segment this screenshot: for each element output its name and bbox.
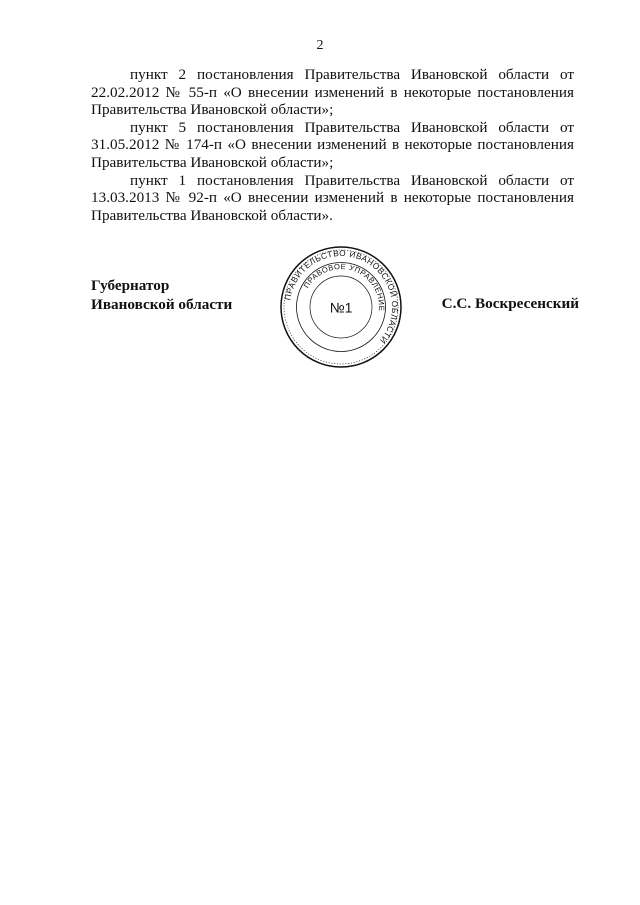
signatory-position-line1: Губернатор [91, 277, 170, 294]
document-body [91, 66, 574, 224]
seal-inner-ring-text: ПРАВОВОЕ УПРАВЛЕНИЕ [301, 261, 387, 312]
signatory-position-line2: Ивановской области [91, 295, 233, 313]
paragraph-item: пункт 1 постановления Правительства Ивановской области от 13.03.2013 № 92-п «О внесении изменений в некоторые постановления Правительства Ивановской области». [91, 171, 574, 224]
seal-stamp [279, 245, 403, 369]
signatory-name: С.С. Воскресенский [441, 295, 579, 312]
signatory-position [91, 277, 232, 314]
paragraph-item: пункт 2 постановления Правительства Ивановской области от 22.02.2012 № 55-п «О внесении изменений в некоторые постановления Правительства Ивановской области»; [91, 66, 574, 119]
page-number: 2 [316, 38, 324, 53]
seal-graphic [279, 245, 403, 369]
signature-block [91, 248, 579, 377]
seal-outer-ring-text: ПРАВИТЕЛЬСТВО ИВАНОВСКОЙ ОБЛАСТИ [283, 248, 400, 346]
paragraph-item: пункт 5 постановления Правительства Ивановской области от 31.05.2012 № 174-п «О внесении изменений в некоторые постановления Правительства Ивановской области»; [91, 118, 574, 171]
seal-number: №1 [329, 299, 353, 316]
